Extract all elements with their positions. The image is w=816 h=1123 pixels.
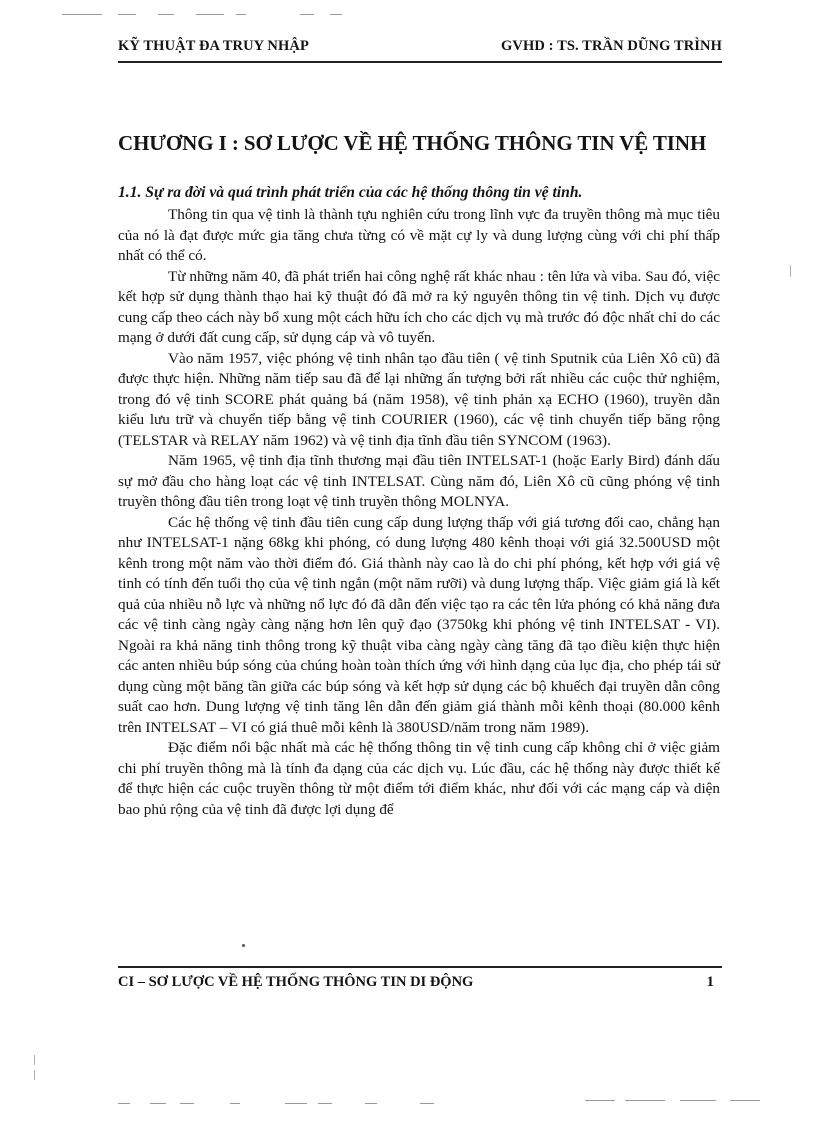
running-header: [118, 38, 722, 58]
footer-chapter-label: CI – SƠ LƯỢC VỀ HỆ THỐNG THÔNG TIN DI ĐỘNG: [118, 974, 474, 990]
scan-artifact-bottom: [365, 1103, 377, 1104]
scan-artifact-right: [790, 265, 791, 277]
scan-artifact-bottom: [680, 1100, 716, 1101]
header-rule: [118, 61, 722, 63]
scan-artifact-left: [34, 1055, 35, 1065]
paragraph: Đặc điểm nổi bậc nhất mà các hệ thống thông tin vệ tinh cung cấp không chỉ ở việc giảm chi phí truyền thông mà là tính đa dạng của các dịch vụ. Lúc đầu, các hệ thống này được thiết kế để thực hiện các cuộc truyền thông từ một điểm tới điểm khác, như đối với các mạng cáp và diện bao phủ rộng của vệ tinh đã được lợi dụng để: [118, 739, 720, 818]
scan-artifact-bottom: [230, 1103, 240, 1104]
paragraph: Từ những năm 40, đã phát triển hai công nghệ rất khác nhau : tên lửa và viba. Sau đó, việc kết hợp sử dụng thành thạo hai kỹ thuật đó đã mở ra kỷ nguyên thông tin vệ tinh. Dịch vụ được cung cấp theo cách này bổ xung một cách hữu ích cho các dịch vụ mà trước đó độc nhất chỉ do các mạng ở dưới đất cung cấp, sử dụng cáp và vô tuyến.: [118, 267, 720, 346]
body-text: [118, 205, 720, 820]
scan-artifact-bottom: [150, 1103, 166, 1104]
footer-rule: [118, 966, 722, 968]
scan-artifact-bottom: [730, 1100, 760, 1101]
header-instructor: GVHD : TS. TRẦN DŨNG TRÌNH: [501, 38, 722, 54]
paragraph: Các hệ thống vệ tinh đầu tiên cung cấp dung lượng thấp với giá tương đối cao, chẳng hạn như INTELSAT-1 nặng 68kg khi phóng, có dung lượng 480 kênh thoại với giá 32.500USD một kênh trong một năm vào thời điểm đó. Giá thành này cao là do chi phí phóng, kết hợp với giá vệ tinh có tính đến tuổi thọ của vệ tinh ngắn (một năm rưỡi) và dung lượng thấp. Việc giảm giá là kết quả của nhiều nỗ lực và những nổ lực đó đã dẫn đến việc tạo ra các tên lửa phóng có khả năng đưa các vệ tinh càng ngày càng nặng hơn lên quỹ đạo (3750kg khi phóng vệ tinh INTELSAT - VI). Ngoài ra khả năng tinh thông trong kỹ thuật viba càng ngày càng tăng đã tạo điều kiện thực hiện các anten nhiều búp sóng của chúng hoàn toàn thích ứng với hình dạng của lục địa, cho phép tái sử dụng cùng một băng tần giữa các búp sóng và kết hợp sử dụng các bộ khuếch đại truyền dẫn công suất cao hơn. Dung lượng vệ tinh tăng lên dẫn đến giảm giá thành mỗi kênh thoại (80.000 kênh trên INTELSAT – VI có giá thuê mỗi kênh là 380USD/năm trong năm 1989).: [118, 513, 720, 736]
scan-artifact-top: [196, 14, 224, 15]
scan-artifact-top: [330, 14, 342, 15]
scan-artifact-bottom: [420, 1103, 434, 1104]
paragraph: Năm 1965, vệ tinh địa tĩnh thương mại đầu tiên INTELSAT-1 (hoặc Early Bird) đánh dấu sự mở đầu cho hàng loạt các vệ tinh INTELSAT. Cùng năm đó, Liên Xô cũ cũng phóng vệ tinh truyền thông đầu tiên trong loạt vệ tinh truyền thông MOLNYA.: [118, 452, 720, 510]
section-title: 1.1. Sự ra đời và quá trình phát triển của các hệ thống thông tin vệ tinh.: [118, 184, 583, 201]
scan-artifact-top: [158, 14, 174, 15]
page-number: 1: [706, 974, 714, 990]
scan-artifact-top: [118, 14, 136, 15]
scan-artifact-top: [62, 14, 102, 15]
scan-speck: [242, 944, 245, 947]
paragraph: Thông tin qua vệ tinh là thành tựu nghiên cứu trong lĩnh vực đa truyền thông mà mục tiêu của nó là đạt được mức gia tăng chưa từng có về mặt cự ly và dung lượng cùng với chi phí thấp nhất có thể có.: [118, 206, 720, 264]
running-footer: [118, 974, 722, 994]
scan-artifact-top: [300, 14, 314, 15]
scan-artifact-bottom: [180, 1103, 194, 1104]
scan-artifact-bottom: [625, 1100, 665, 1101]
scan-artifact-bottom: [118, 1103, 130, 1104]
scan-artifact-bottom: [318, 1103, 332, 1104]
scan-artifact-left: [34, 1070, 35, 1080]
scan-artifact-top: [236, 14, 246, 15]
scan-artifact-bottom: [585, 1100, 615, 1101]
chapter-title: CHƯƠNG I : SƠ LƯỢC VỀ HỆ THỐNG THÔNG TIN VỆ TINH: [118, 131, 707, 155]
scan-artifact-bottom: [285, 1103, 307, 1104]
paragraph: Vào năm 1957, việc phóng vệ tinh nhân tạo đầu tiên ( vệ tinh Sputnik của Liên Xô cũ) đã được thực hiện. Những năm tiếp sau đã để lại những ấn tượng bởi rất nhiều các cuộc thử nghiệm, trong đó vệ tinh SCORE phát quảng bá (năm 1958), vệ tinh phản xạ ECHO (1960), truyền dẫn kiểu lưu trữ và chuyển tiếp bằng vệ tinh COURIER (1960), các vệ tinh chuyển tiếp băng rộng (TELSTAR và RELAY năm 1962) và vệ tinh địa tĩnh đầu tiên SYNCOM (1963).: [118, 349, 720, 449]
header-course-title: KỸ THUẬT ĐA TRUY NHẬP: [118, 38, 309, 54]
